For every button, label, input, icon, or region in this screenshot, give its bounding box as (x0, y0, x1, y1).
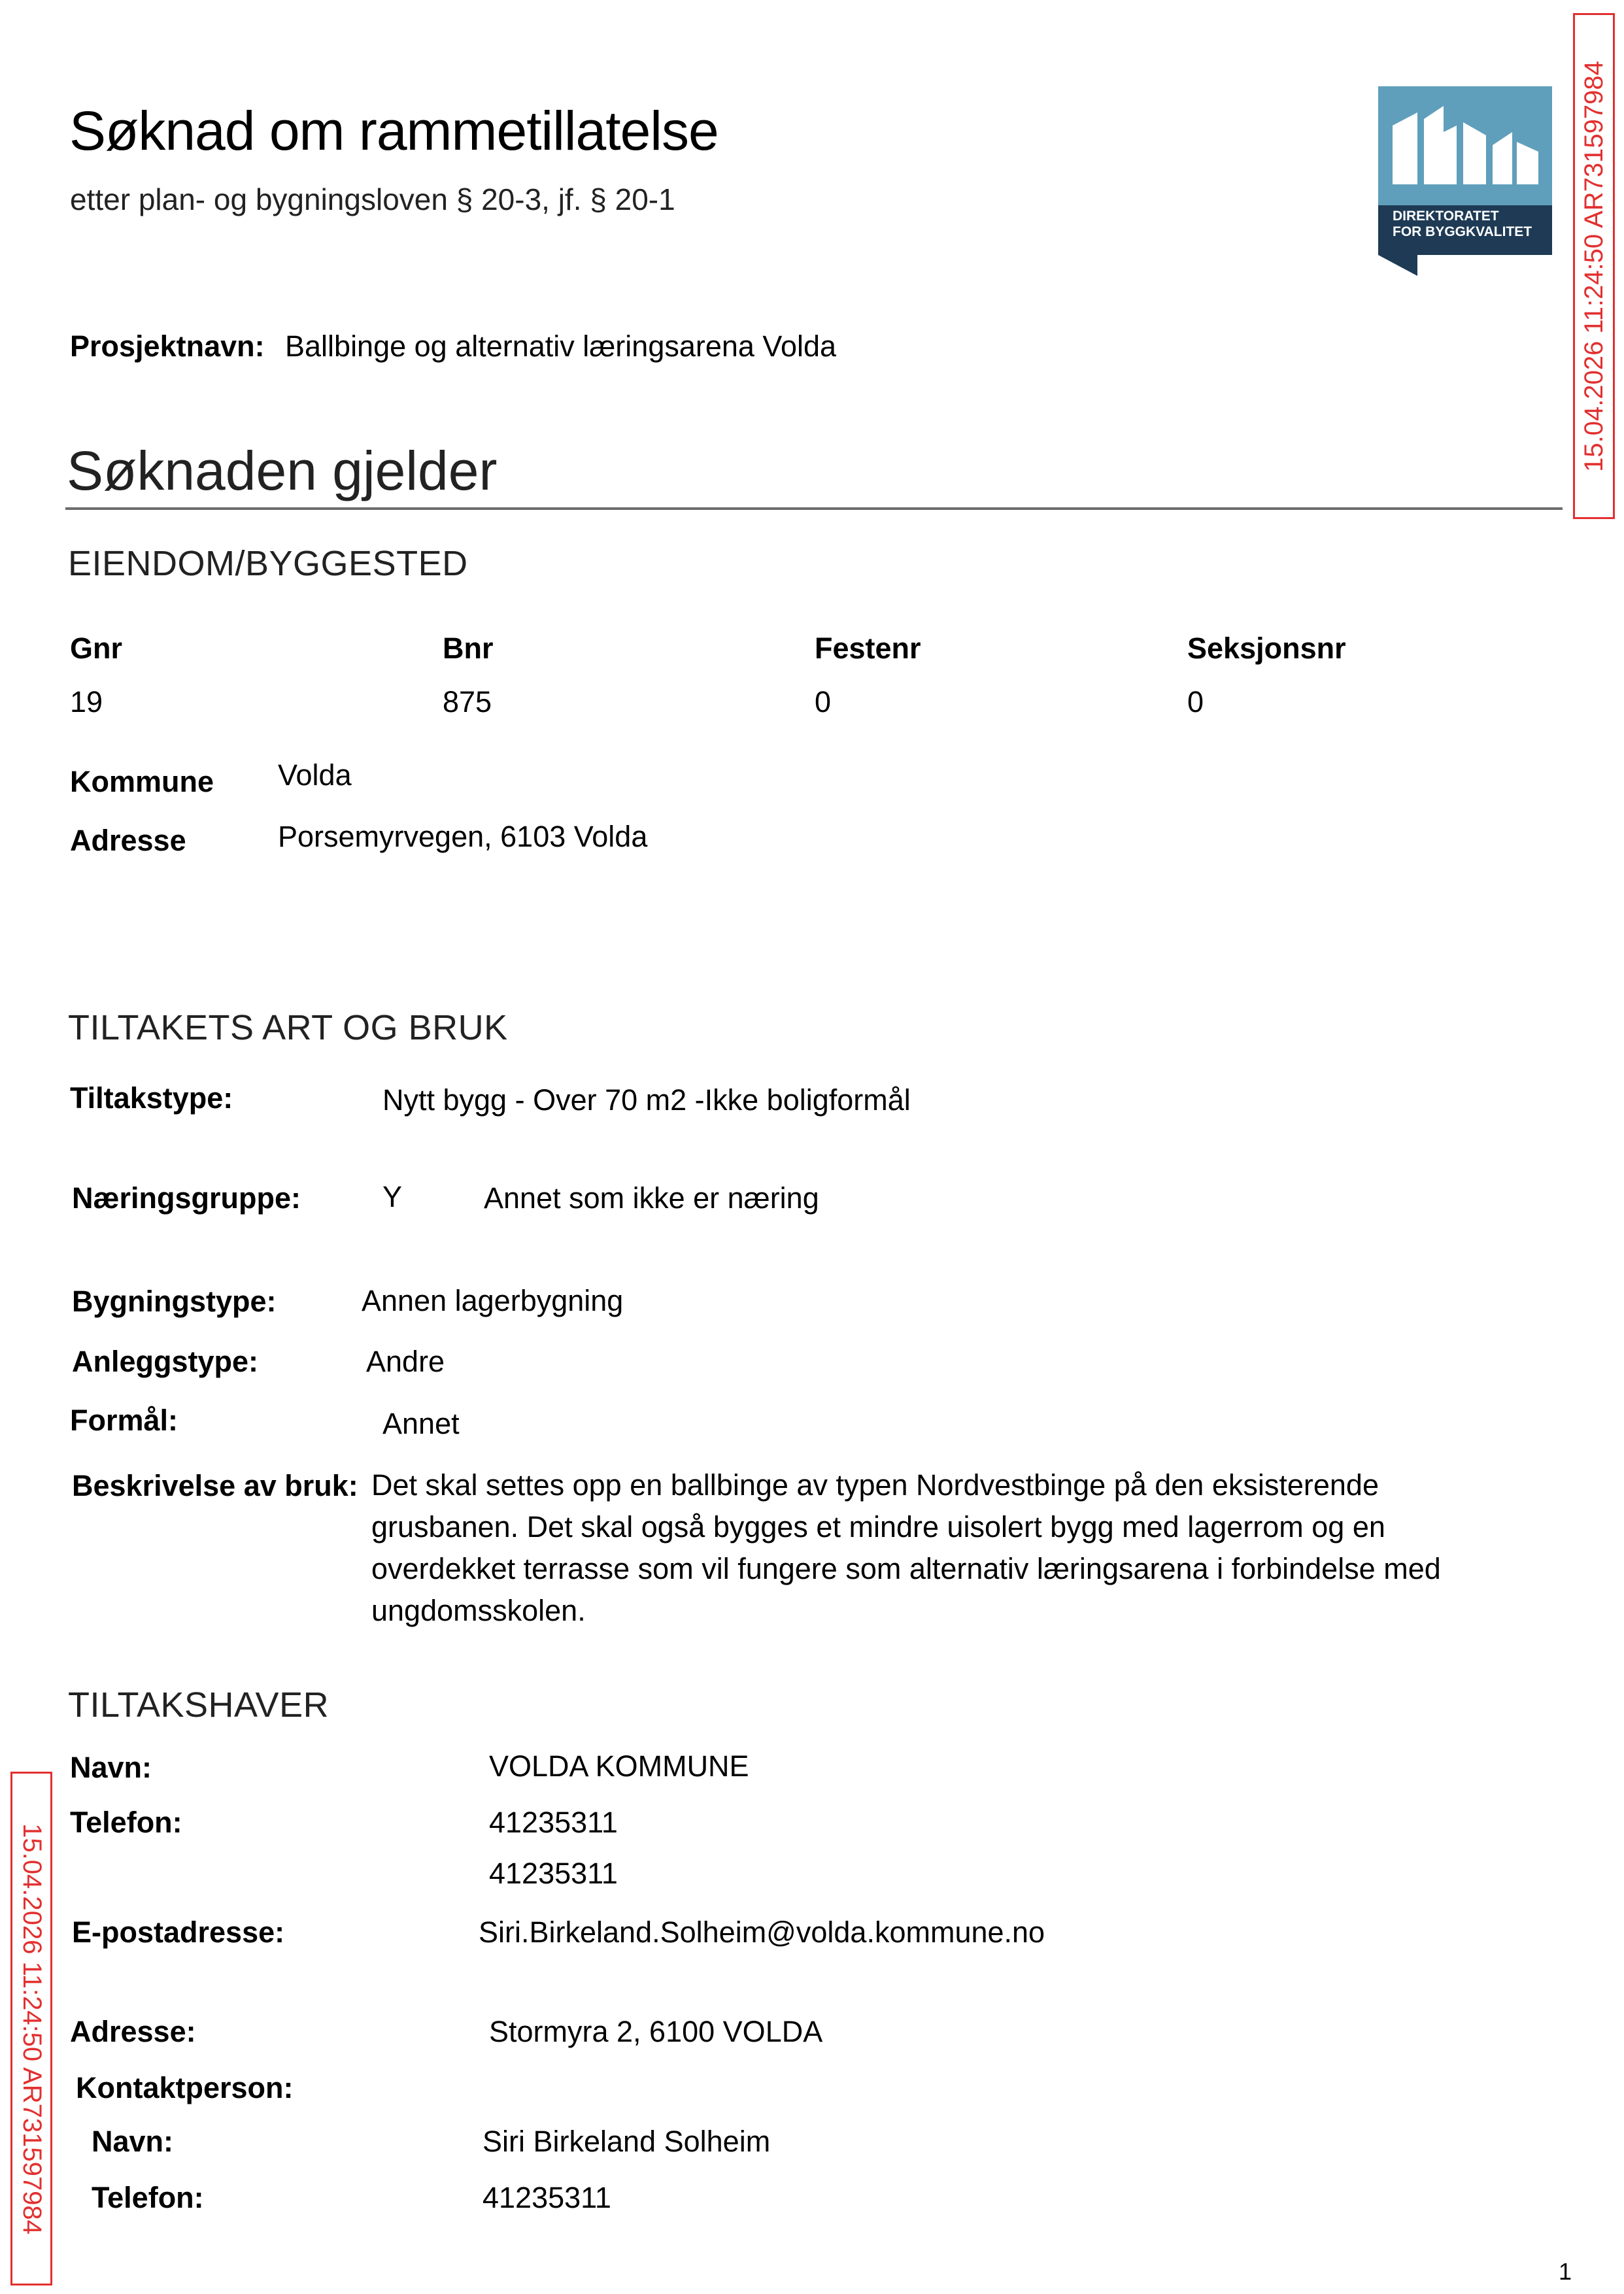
value-bnr: 875 (443, 685, 492, 718)
tiltak-heading: TILTAKETS ART OG BRUK (68, 1008, 508, 1047)
value-gnr: 19 (70, 685, 103, 718)
tiltakshaver-telefon-value: 41235311 (489, 1806, 618, 1839)
property-heading: EIENDOM/BYGGESTED (68, 544, 468, 583)
section-divider (65, 507, 1563, 510)
dibk-logo-icon (1378, 86, 1552, 276)
tiltakstype-label: Tiltakstype: (70, 1081, 233, 1115)
naeringsgruppe-label: Næringsgruppe: (72, 1181, 301, 1215)
logo-text-line1: DIREKTORATET (1393, 209, 1499, 224)
kommune-value: Volda (278, 758, 352, 792)
formaal-label: Formål: (70, 1404, 178, 1437)
kontakt-telefon-label: Telefon: (92, 2181, 204, 2214)
project-label: Prosjektnavn: (70, 329, 265, 363)
col-festenr: Festenr (815, 632, 921, 665)
tiltakshaver-navn-value: VOLDA KOMMUNE (489, 1749, 749, 1783)
receipt-stamp-top-text: 15.04.2026 11:24:50 AR731597984 (1579, 60, 1608, 472)
kontakt-telefon-value: 41235311 (482, 2181, 611, 2214)
epost-value: Siri.Birkeland.Solheim@volda.kommune.no (479, 1915, 1045, 1949)
formaal-value: Annet (382, 1407, 460, 1440)
page-number: 1 (1558, 2258, 1572, 2285)
document-title: Søknad om rammetillatelse (69, 100, 719, 161)
adresse-value: Porsemyrvegen, 6103 Volda (278, 820, 648, 853)
epost-label: E-postadresse: (72, 1915, 285, 1949)
tiltakshaver-adresse-label: Adresse: (70, 2015, 196, 2048)
kontaktperson-label: Kontaktperson: (76, 2071, 294, 2104)
tiltakshaver-heading: TILTAKSHAVER (68, 1685, 330, 1725)
section-heading: Søknaden gjelder (67, 440, 498, 501)
dibk-logo (1378, 86, 1552, 276)
col-bnr: Bnr (443, 632, 494, 665)
naeringsgruppe-value: Annet som ikke er næring (484, 1181, 819, 1215)
kommune-label: Kommune (70, 765, 214, 798)
tiltakshaver-telefon-value-2: 41235311 (489, 1857, 618, 1890)
anleggstype-label: Anleggstype: (72, 1345, 259, 1378)
col-gnr: Gnr (70, 632, 123, 665)
receipt-stamp-left (10, 1772, 52, 2286)
anleggstype-value: Andre (366, 1345, 445, 1378)
bygningstype-value: Annen lagerbygning (362, 1284, 624, 1317)
tiltakshaver-telefon-label: Telefon: (70, 1806, 182, 1839)
receipt-stamp-left-text: 15.04.2026 11:24:50 AR731597984 (17, 1823, 46, 2235)
receipt-stamp-top (1573, 13, 1615, 519)
kontakt-navn-value: Siri Birkeland Solheim (482, 2125, 771, 2158)
value-seksjonsnr: 0 (1187, 685, 1204, 718)
tiltakstype-value: Nytt bygg - Over 70 m2 -Ikke boligformål (382, 1083, 911, 1117)
project-name: Ballbinge og alternativ læringsarena Volda (285, 329, 837, 363)
adresse-label: Adresse (70, 824, 186, 857)
tiltakshaver-navn-label: Navn: (70, 1751, 152, 1784)
document-subtitle: etter plan- og bygningsloven § 20-3, jf. § 20-1 (70, 182, 675, 216)
col-seksjonsnr: Seksjonsnr (1187, 632, 1346, 665)
bygningstype-label: Bygningstype: (72, 1285, 277, 1318)
kontakt-navn-label: Navn: (92, 2125, 174, 2158)
logo-text-line2: FOR BYGGKVALITET (1393, 224, 1532, 239)
naeringsgruppe-code: Y (382, 1180, 403, 1213)
beskrivelse-label: Beskrivelse av bruk: (72, 1469, 358, 1502)
value-festenr: 0 (815, 685, 832, 718)
beskrivelse-value: Det skal settes opp en ballbinge av typen Nordvestbinge på den eksisterende grusbanen. Det skal også bygges et mindre uisolert bygg med lagerrom og en overdekket terrasse som vil fungere som alternativ læringsarena i forbindelse med ungdomsskolen. (371, 1468, 1441, 1627)
tiltakshaver-adresse-value: Stormyra 2, 6100 VOLDA (489, 2015, 823, 2048)
